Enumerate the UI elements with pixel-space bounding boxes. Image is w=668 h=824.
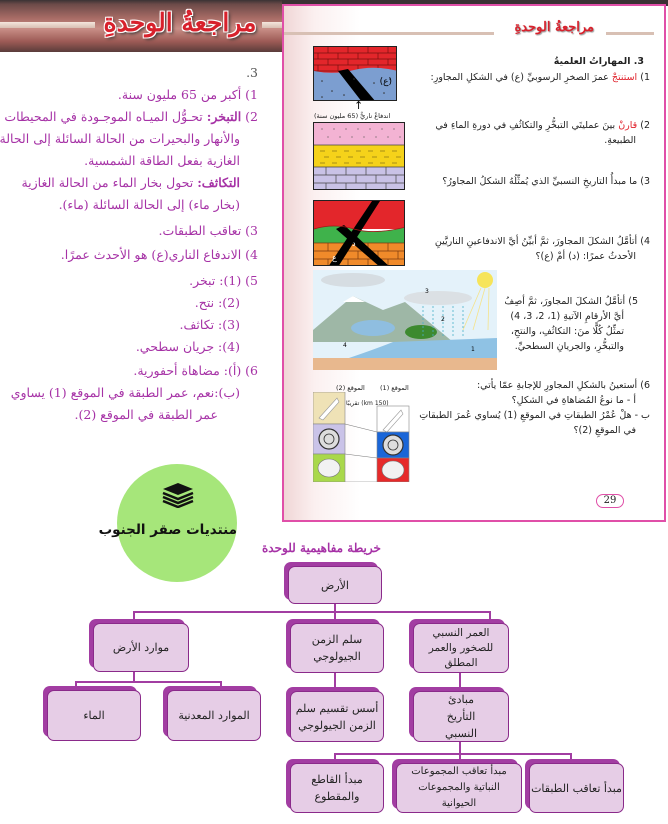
question-subitem: ب - هلْ عُمْرُ الطبقاتِ في الموقعِ (1) يُساوي عُمرَ الطبقاتِ (419, 410, 650, 421)
banner-rule-left (0, 22, 95, 28)
figure-5-drawing (313, 270, 497, 370)
answer-2-num: 2) (245, 109, 258, 124)
question-5 (504, 294, 638, 354)
site-2-label: الموقع (2) (336, 384, 365, 392)
question-number: 2) (640, 120, 650, 131)
condensation-label: التكاثف: (197, 175, 240, 190)
distance-label: (150 km) تقريبًا (346, 400, 389, 407)
question-verb: استنتجْ (611, 72, 638, 83)
answer-2 (4, 106, 258, 128)
connector (133, 611, 490, 613)
title-rule-right (606, 32, 654, 35)
figure-1-caption: اندفاعٌ ناريٌّ (65 مليون سنة) (314, 112, 391, 120)
page-title: مراجعةُ الوحدةِ (514, 20, 594, 35)
question-number: 1) (640, 72, 650, 83)
answer-6-item: عمر الطبقة في الموقع (2). (74, 407, 218, 422)
question-subitem: في الموقعِ (2)؟ (573, 425, 636, 436)
page-number: 29 (596, 494, 624, 508)
question-subitem: أ - ما نوعُ المُضاهاةِ في الشكلِ؟ (511, 395, 636, 406)
answer-2-line: والأنهار والبحيرات من الحالة السائلة إلى الحالة (0, 131, 240, 146)
connector (133, 611, 135, 623)
banner-title: مراجعةُ الوحدةِ (103, 8, 257, 37)
question-number: 5) (628, 296, 638, 307)
figure-crosscutting-intrusions (313, 200, 405, 266)
question-4 (435, 234, 650, 264)
question-text: أستعينُ بالشكلِ المجاورِ للإجابةِ عمّا يأتي: (476, 380, 638, 391)
arrow-up-icon: ↑ (354, 99, 364, 112)
concept-node-earth-resources: موارد الأرض (93, 623, 189, 672)
answer-5-item: (4): جريان سطحي. (135, 339, 240, 354)
figure-water-cycle (313, 270, 497, 370)
concept-map-title: خريطة مفاهيمية للوحدة (262, 541, 381, 555)
concept-node-faunal-succession: مبدأ تعاقب المجموعات النباتية والمجموعات الحيوانية (396, 763, 522, 813)
answer-5-item: (2): نتح. (194, 295, 240, 310)
forum-logo (98, 464, 237, 582)
concept-node-crosscutting: مبدأ القاطع والمقطوع (290, 763, 384, 813)
question-1 (431, 70, 650, 85)
answer-5-item: (3): تكاثف. (179, 317, 240, 332)
answer-2-condensation (8, 172, 258, 194)
answer-2-line: تحـوُّل الميـاه الموجـودة في المحيطات (4, 109, 203, 124)
site-1-label: الموقع (1) (380, 384, 409, 392)
connector (334, 611, 336, 623)
answers-list (0, 62, 258, 426)
question-text: تمثِّلُ كُلًّا منَ: التكاثُفِ، والنتحِ، (510, 326, 624, 337)
question-text: ما مبدأُ التاريخِ النسبيِّ الذي يُمثِّلُهُ الشكلُ المجاورُ؟ (442, 176, 638, 187)
water-cycle-number-3: 3 (425, 288, 429, 295)
connector (489, 611, 491, 623)
question-number: 4) (640, 236, 650, 247)
figure-1-label: (ع) (379, 77, 392, 87)
answer-1: 1) أكبر من 65 مليون سنة. (117, 87, 258, 102)
answer-2-line: الغازية بفعل الطاقة الشمسية. (84, 153, 240, 168)
figure-3-drawing (314, 123, 405, 190)
water-cycle-number-2: 2 (441, 316, 445, 323)
question-text: الطبيعةِ. (604, 135, 636, 146)
connector (570, 753, 572, 763)
concept-node-earth: الأرض (288, 566, 382, 604)
connector (334, 753, 336, 763)
answer-6: 6) (أ): مضاهاة أحفورية. (133, 363, 258, 378)
question-6 (419, 378, 650, 438)
figure-4-drawing (314, 201, 405, 266)
connector (459, 753, 461, 763)
answer-3: 3) تعاقب الطبقات. (158, 223, 258, 238)
concept-node-water: الماء (47, 690, 141, 741)
section-heading: 3. المهاراتُ العلميةُ (553, 56, 644, 67)
concept-node-geologic-time-scale: سلم الزمن الجيولوجي (290, 623, 384, 673)
connector (334, 753, 571, 755)
question-verb: قارنْ (618, 120, 638, 131)
question-text: أيَّ الأرقامِ الآتيةِ (1، 2، 3، 4) (510, 311, 624, 322)
connector (75, 681, 221, 683)
question-2 (435, 118, 650, 148)
water-cycle-number-1: 1 (471, 346, 475, 353)
books-stack-icon (162, 482, 194, 508)
condensation-line: (بخار ماء) إلى الحالة السائلة (ماء). (58, 197, 240, 212)
logo-text: منتديات صقر الجنوب (98, 522, 237, 538)
connector (459, 673, 461, 689)
concept-node-relative-absolute-age: العمر النسبي للصخور والعمر المطلق (413, 623, 509, 673)
answers-section: 3. (246, 65, 258, 80)
textbook-page (282, 4, 666, 522)
question-number: 3) (640, 176, 650, 187)
question-3 (442, 174, 650, 189)
answer-5: 5) (1): تبخر. (189, 273, 258, 288)
answer-4: 4) الاندفاع الناري(ع) هو الأحدث عمرًا. (60, 247, 258, 262)
question-text: عمرَ الصخرِ الرسوبيِّ (ع) في الشكلِ المجاورِ: (430, 72, 609, 83)
question-text: أتأمَّلُ الشكلَ المجاورَ، ثمَّ أبيِّنُ أيَّ الاندفاعينِ الناريَّينِ (434, 236, 638, 247)
figure-stratified-layers (313, 122, 405, 190)
concept-node-time-scale-basis: أسس تقسيم سلم الزمن الجيولوجي (290, 691, 384, 742)
concept-node-superposition: مبدأ تعاقب الطبقات (529, 763, 624, 813)
title-rule-left (284, 32, 494, 35)
water-cycle-number-4: 4 (343, 342, 347, 349)
concept-node-mineral-resources: الموارد المعدنية (167, 690, 261, 741)
question-text: بينَ عمليتَي التبخُّرِ والتكاثُفِ في دورةِ الماءِ في (435, 120, 616, 131)
question-text: الأحدثُ عمرًا: (د) أمْ (ع)؟ (535, 251, 636, 262)
question-text: أتأمَّلُ الشكلَ المجاورَ، ثمَّ أصِفُ (504, 296, 626, 307)
figure-4-label-d: د (352, 239, 356, 248)
figure-1-drawing (314, 47, 397, 101)
figure-rock-layers-dike (313, 46, 397, 101)
question-text: والتبخُّرِ، والجريانِ السطحيِّ. (514, 341, 624, 352)
concept-node-relative-dating-principles: مبادئ التأريخ النسبي (413, 691, 509, 742)
answer-2-label: التبخر: (206, 109, 242, 124)
question-number: 6) (640, 380, 650, 391)
figure-4-label-a: ع (332, 253, 337, 262)
condensation-line: تحول بخار الماء من الحالة الغازية (21, 175, 194, 190)
answer-6-item: (ب):نعم، عمر الطبقة في الموقع (1) يساوي (10, 385, 240, 400)
left-banner (0, 0, 282, 52)
connector (334, 673, 336, 689)
